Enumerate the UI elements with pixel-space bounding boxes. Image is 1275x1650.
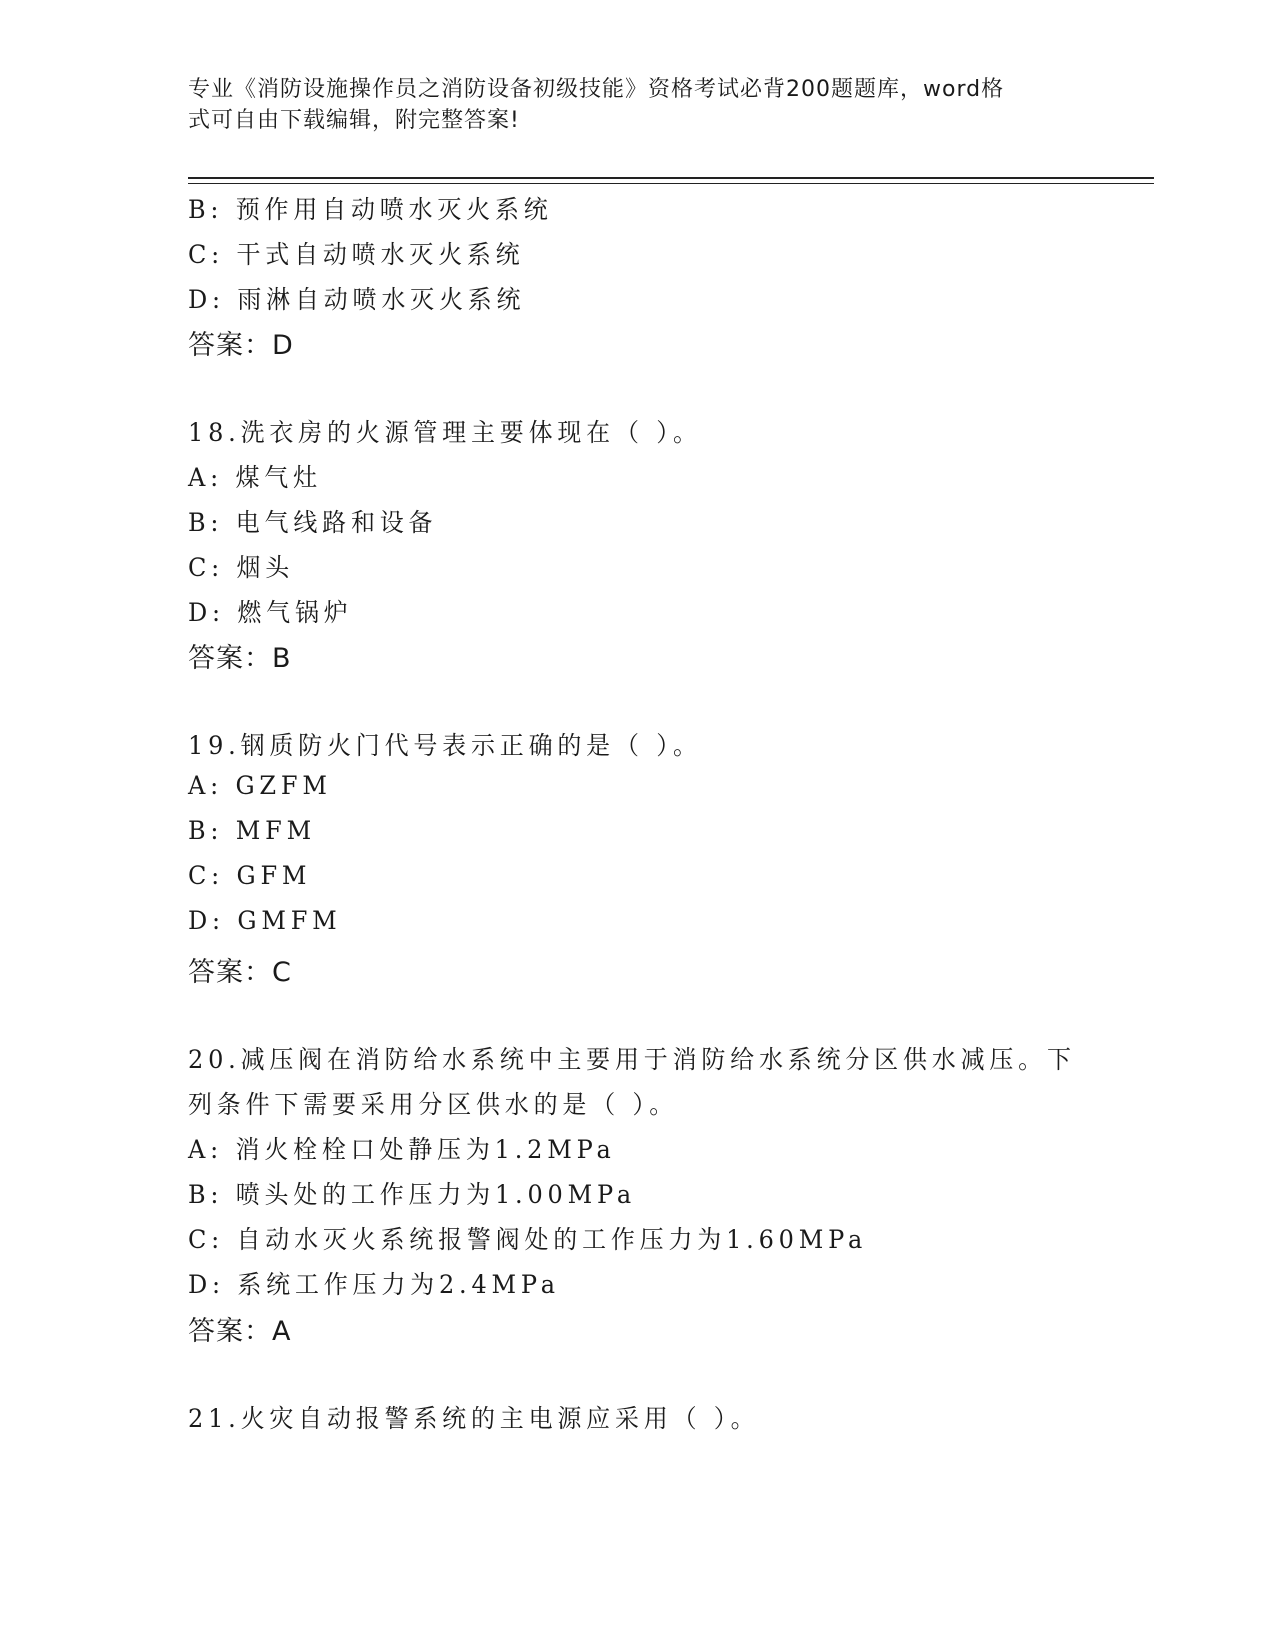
- q20-option-b: B: 喷头处的工作压力为1.00MPa: [188, 1180, 636, 1209]
- header-rule-thin: [188, 183, 1154, 184]
- q20-answer: 答案：A: [188, 1316, 292, 1347]
- q19-option-b: B: MFM: [188, 816, 316, 845]
- q18-option-c: C: 烟头: [188, 553, 295, 582]
- q20-option-d: D: 系统工作压力为2.4MPa: [188, 1270, 560, 1299]
- q20-option-c: C: 自动水灭火系统报警阀处的工作压力为1.60MPa: [188, 1225, 868, 1254]
- q18-answer: 答案：B: [188, 643, 292, 674]
- q20-question-line-1: 20.减压阀在消防给水系统中主要用于消防给水系统分区供水减压。下: [188, 1045, 1076, 1074]
- q17-option-c: C: 干式自动喷水灭火系统: [188, 240, 525, 269]
- q17-option-b: B: 预作用自动喷水灭火系统: [188, 195, 553, 224]
- q18-option-d: D: 燃气锅炉: [188, 598, 353, 627]
- q20-option-a: A: 消火栓栓口处静压为1.2MPa: [188, 1135, 616, 1164]
- q20-question-line-2: 列条件下需要采用分区供水的是（ ）。: [188, 1090, 679, 1119]
- header-line-2: 式可自由下载编辑，附完整答案!: [188, 108, 520, 133]
- q17-option-d: D: 雨淋自动喷水灭火系统: [188, 285, 526, 314]
- q21-question: 21.火灾自动报警系统的主电源应采用（ ）。: [188, 1404, 760, 1433]
- document-header: [188, 74, 1068, 136]
- header-line-1: 专业《消防设施操作员之消防设备初级技能》资格考试必背200题题库，word格: [188, 77, 1005, 102]
- q19-question: 19.钢质防火门代号表示正确的是（ ）。: [188, 731, 702, 760]
- q18-question: 18.洗衣房的火源管理主要体现在（ ）。: [188, 418, 702, 447]
- q19-option-c: C: GFM: [188, 861, 312, 890]
- q18-option-a: A: 煤气灶: [188, 463, 322, 492]
- q18-option-b: B: 电气线路和设备: [188, 508, 438, 537]
- q17-answer: 答案：D: [188, 330, 294, 361]
- q19-option-a: A: GZFM: [188, 771, 332, 800]
- q19-answer: 答案：C: [188, 957, 292, 988]
- q19-option-d: D: GMFM: [188, 906, 342, 935]
- header-rule-thick: [188, 177, 1154, 179]
